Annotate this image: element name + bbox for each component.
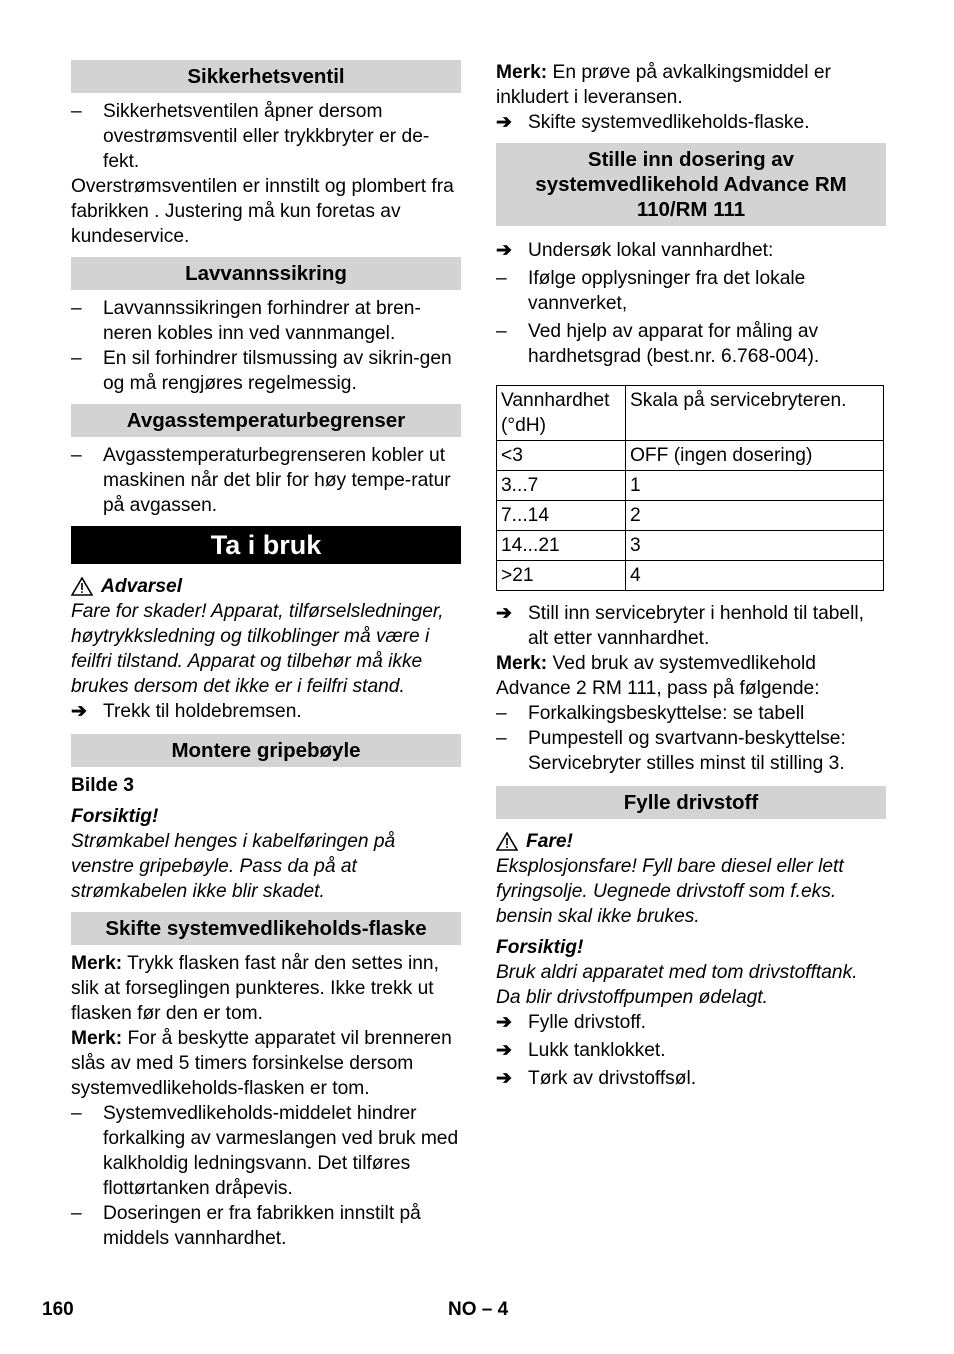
list-item: – Forkalkingsbeskyttelse: se tabell [496, 703, 805, 724]
note: Merk: En prøve på avkalkingsmiddel er inkludert i leveransen. [496, 62, 831, 108]
list-item: – En sil forhindrer tilsmussing av sikrin-gen og må rengjøres regelmessig. [71, 348, 452, 394]
warning-triangle-icon [71, 577, 93, 596]
table-header-cell: Skala på servicebryteren. [626, 386, 884, 441]
dash-icon: – [71, 348, 82, 369]
dash-icon: – [496, 268, 507, 289]
table-header-row [497, 386, 884, 441]
table-cell: 14...21 [497, 531, 626, 561]
step-item: ➔ Tørk av drivstoffsøl. [496, 1068, 697, 1089]
danger-text: Eksplosjonsfare! Fyll bare diesel eller lett fyringsolje. Uegnede drivstoff som f.eks. bensin skal ikke brukes. [496, 856, 844, 927]
list-item: – Sikkerhetsventilen åpner dersom ovestrømsventil eller trykkbryter er de-fekt. [71, 101, 430, 172]
table-header-cell: Vannhardhet (°dH) [497, 386, 626, 441]
note: Merk: For å beskytte apparatet vil brenneren slås av med 5 timers forsinkelse dersom systemvedlikeholds-flasken er tom. [71, 1028, 452, 1099]
table-cell: 3 [626, 531, 884, 561]
section-heading-lavvannssikring: Lavvannssikring [71, 257, 461, 290]
table-row [497, 501, 884, 531]
water-hardness-table [496, 385, 884, 591]
table-row [497, 471, 884, 501]
table-cell: 3...7 [497, 471, 626, 501]
danger-label: Fare! [496, 829, 886, 854]
list-item: – Doseringen er fra fabrikken innstilt på middels vannhardhet. [71, 1203, 421, 1249]
step-item: ➔ Undersøk lokal vannhardhet: [496, 240, 774, 261]
arrow-right-icon: ➔ [496, 603, 513, 624]
table-cell: >21 [497, 561, 626, 591]
warning-text: Fare for skader! Apparat, tilførselsledninger, høytrykksledning og tilkoblinger må være i feilfri tilstand. Apparat og tilbehør må ikke brukes dersom det ikke er i feilfri stand. [71, 601, 444, 697]
caution-text: Bruk aldri apparatet med tom drivstofftank. Da blir drivstoffpumpen ødelagt. [496, 962, 858, 1008]
arrow-right-icon: ➔ [496, 112, 513, 133]
list-item: – Systemvedlikeholds-middelet hindrer forkalking av varmeslangen ved bruk med kalkholdig ledningsvann. Det tilføres flottørtanken dråpevis. [71, 1103, 459, 1199]
table-row [497, 561, 884, 591]
arrow-right-icon: ➔ [496, 1068, 513, 1089]
right-column [496, 60, 886, 1091]
dash-icon: – [71, 445, 82, 466]
table-row [497, 531, 884, 561]
caution-label: Forsiktig! [71, 806, 159, 827]
dash-icon: – [496, 703, 507, 724]
table-cell: 2 [626, 501, 884, 531]
section-heading-fylle: Fylle drivstoff [496, 786, 886, 819]
arrow-right-icon: ➔ [496, 1040, 513, 1061]
step-item: ➔ Still inn servicebryter i henhold til tabell, alt etter vannhardhet. [496, 603, 864, 649]
table-cell: 4 [626, 561, 884, 591]
list-item: – Ifølge opplysninger fra det lokale vannverket, [496, 268, 806, 314]
note: Merk: Trykk flasken fast når den settes inn, slik at forseglingen punkteres. Ikke trekk ut flasken før den er tom. [71, 953, 439, 1024]
section-heading-skifte: Skifte systemvedlikeholds-flaske [71, 912, 461, 945]
section-heading-dosering: Stille inn dosering av systemvedlikehold Advance RM 110/RM 111 [496, 143, 886, 226]
note: Merk: Ved bruk av systemvedlikehold Advance 2 RM 111, pass på følgende: [496, 653, 820, 699]
table-cell: <3 [497, 441, 626, 471]
figure-reference: Bilde 3 [71, 775, 134, 796]
step-item: ➔ Skifte systemvedlikeholds-flaske. [496, 112, 810, 133]
list-item: – Pumpestell og svartvann-beskyttelse: Servicebryter stilles minst til stilling 3. [496, 728, 846, 774]
list-item: – Avgasstemperaturbegrenseren kobler ut maskinen når det blir for høy tempe-ratur på avgassen. [71, 445, 451, 516]
arrow-right-icon: ➔ [496, 1012, 513, 1033]
section-heading-montere: Montere gripebøyle [71, 734, 461, 767]
list-item: – Ved hjelp av apparat for måling av hardhetsgrad (best.nr. 6.768-004). [496, 321, 820, 367]
dash-icon: – [71, 101, 82, 122]
dash-icon: – [496, 321, 507, 342]
section-heading-avgass: Avgasstemperaturbegrenser [71, 404, 461, 437]
caution-text: Strømkabel henges i kabelføringen på venstre gripebøyle. Pass da på at strømkabelen ikke blir skadet. [71, 831, 396, 902]
arrow-right-icon: ➔ [71, 701, 88, 722]
arrow-right-icon: ➔ [496, 240, 513, 261]
warning-triangle-icon [496, 832, 518, 851]
dash-icon: – [71, 1103, 82, 1124]
chapter-heading-ta-i-bruk: Ta i bruk [71, 526, 461, 564]
dash-icon: – [496, 728, 507, 749]
step-item: ➔ Trekk til holdebremsen. [71, 701, 302, 722]
warning-label: Advarsel [71, 574, 461, 599]
left-column [71, 60, 461, 1251]
list-item: – Lavvannssikringen forhindrer at bren-neren kobles inn ved vannmangel. [71, 298, 421, 344]
language-page-label: NO – 4 [448, 1299, 509, 1320]
table-cell: 1 [626, 471, 884, 501]
paragraph: Overstrømsventilen er innstilt og plombert fra fabrikken . Justering må kun foretas av kundeservice. [71, 176, 454, 247]
step-item: ➔ Lukk tanklokket. [496, 1040, 666, 1061]
table-cell: 7...14 [497, 501, 626, 531]
dash-icon: – [71, 298, 82, 319]
table-row [497, 441, 884, 471]
page-number: 160 [42, 1299, 74, 1320]
step-item: ➔ Fylle drivstoff. [496, 1012, 647, 1033]
caution-label: Forsiktig! [496, 937, 584, 958]
dash-icon: – [71, 1203, 82, 1224]
section-heading-sikkerhetsventil: Sikkerhetsventil [71, 60, 461, 93]
table-cell: OFF (ingen dosering) [626, 441, 884, 471]
